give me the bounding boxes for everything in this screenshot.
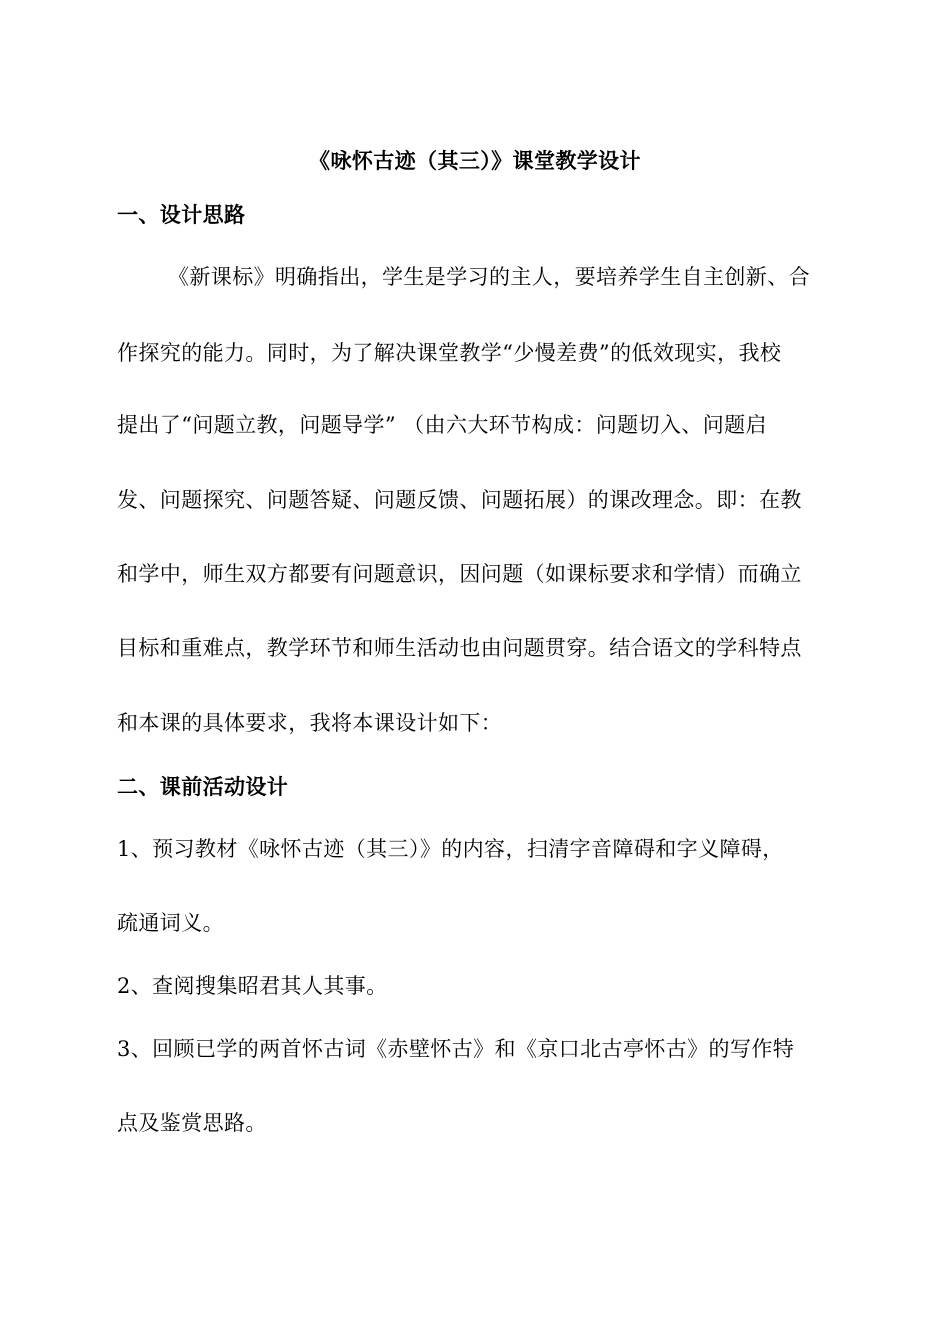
paragraph-line-2: 作探究的能力。同时，为了解决课堂教学“少慢差费”的低效现实，我校: [117, 341, 782, 365]
list-item-3-line-2: 点及鉴赏思路。: [117, 1111, 267, 1135]
paragraph-line-3: 提出了“问题立教，问题导学” （由六大环节构成：问题切入、问题启: [117, 413, 767, 437]
list-item-1-line-2: 疏通词义。: [117, 911, 224, 935]
paragraph-line-5: 和学中，师生双方都要有问题意识，因问题（如课标要求和学情）而确立: [117, 562, 802, 586]
paragraph-line-7: 和本课的具体要求，我将本课设计如下：: [117, 711, 503, 735]
paragraph-line-6: 目标和重难点，教学环节和师生活动也由问题贯穿。结合语文的学科特点: [117, 636, 802, 660]
list-item-1-line-1: 1、预习教材《咏怀古迹（其三）》的内容，扫清字音障碍和字义障碍，: [117, 837, 784, 861]
document-title: 《咏怀古迹（其三）》课堂教学设计: [309, 148, 641, 173]
list-item-2: 2、查阅搜集昭君其人其事。: [117, 974, 388, 998]
paragraph-line-1: 《新课标》明确指出，学生是学习的主人，要培养学生自主创新、合: [168, 265, 810, 289]
paragraph-line-4: 发、问题探究、问题答疑、问题反馈、问题拓展）的课改理念。即：在教: [117, 488, 802, 512]
section-heading-design-idea: 一、设计思路: [117, 202, 246, 227]
section-heading-preclass-activities: 二、课前活动设计: [117, 774, 289, 799]
list-item-3-line-1: 3、回顾已学的两首怀古词《赤壁怀古》和《京口北古亭怀古》的写作特: [117, 1037, 795, 1061]
